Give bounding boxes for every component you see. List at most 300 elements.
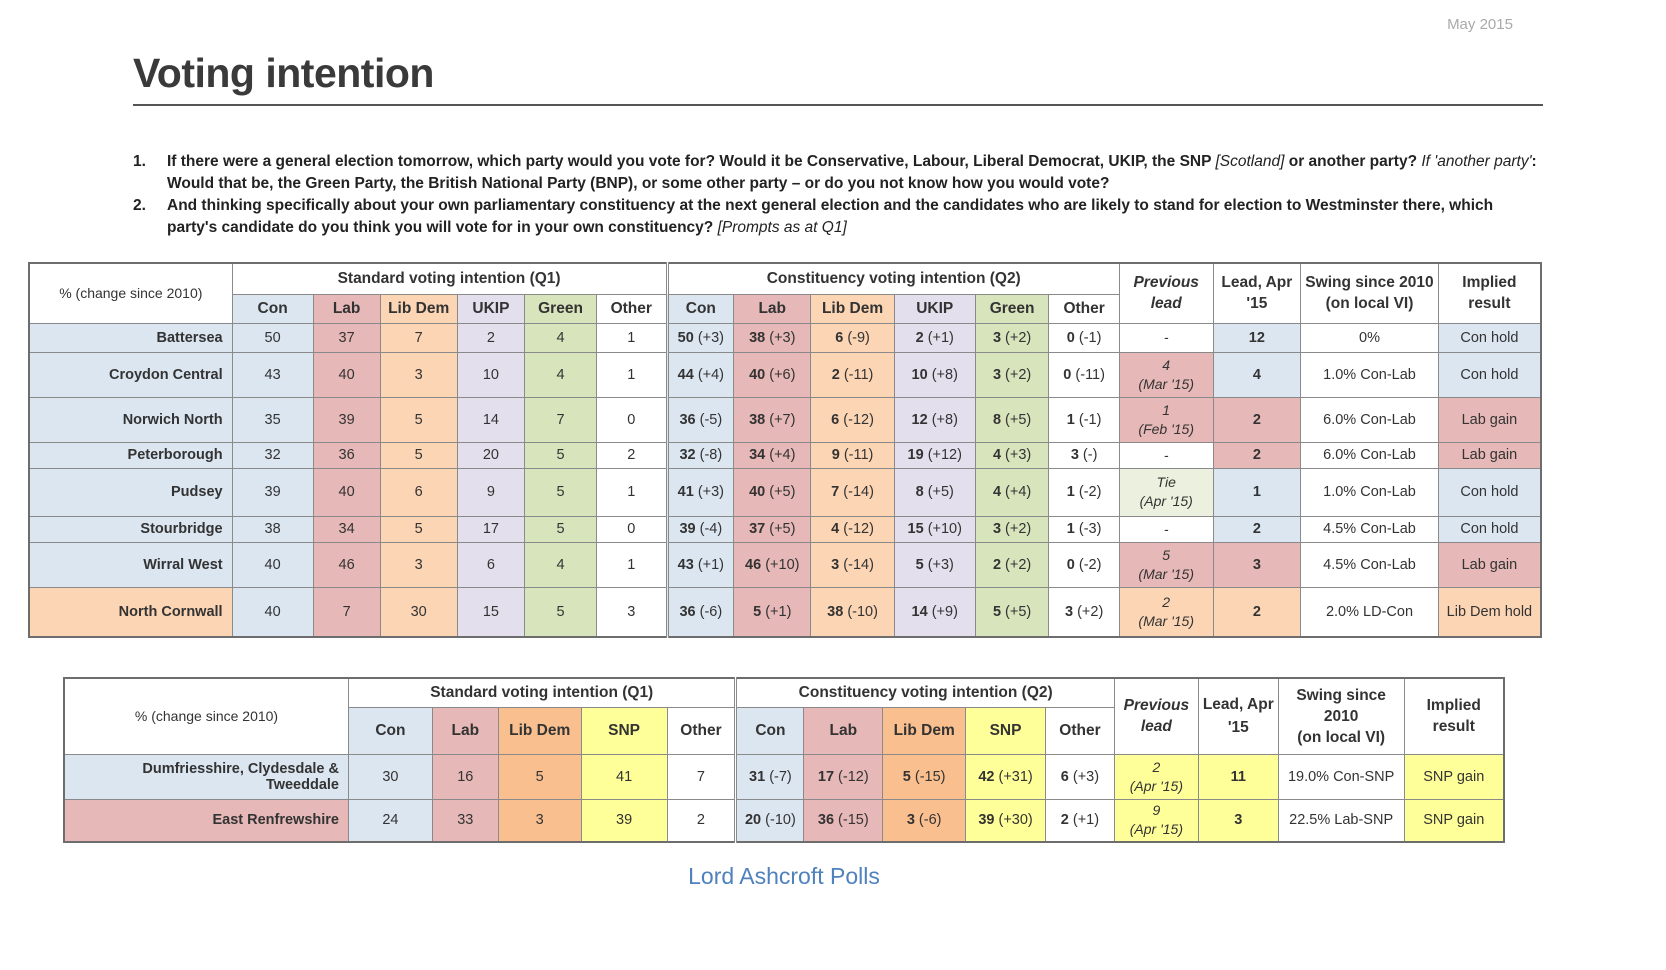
q1-cell: 16 bbox=[432, 754, 498, 799]
q2-value: 1 bbox=[1066, 484, 1075, 500]
q2-change: (+10) bbox=[927, 521, 962, 537]
lead-cell: 11 bbox=[1198, 754, 1278, 799]
lead-cell: 4 bbox=[1213, 352, 1301, 397]
q2-change: (+2) bbox=[1077, 603, 1104, 620]
q1-cell: 2 bbox=[667, 799, 736, 842]
q2-change: (-1) bbox=[1078, 411, 1102, 428]
q2-cell bbox=[894, 587, 975, 637]
q2-change: (+3) bbox=[697, 329, 725, 346]
q2-change: (-5) bbox=[699, 411, 723, 428]
q1-cell: 2 bbox=[596, 442, 667, 468]
q2-cell bbox=[894, 468, 975, 516]
q1-cell: 1 bbox=[596, 542, 667, 587]
q1-cell: 3 bbox=[596, 587, 667, 637]
q2-value: 5 bbox=[992, 603, 1002, 620]
q1-cell: 39 bbox=[232, 468, 313, 516]
previous-lead-value: - bbox=[1163, 329, 1169, 345]
col-header-libdem: Lib Dem bbox=[811, 294, 894, 323]
implied-result-cell: Lab gain bbox=[1438, 397, 1541, 442]
q2-change: (-9) bbox=[847, 329, 870, 346]
constituency-name: Stourbridge bbox=[29, 516, 232, 542]
footer-brand: Lord Ashcroft Polls bbox=[688, 863, 880, 889]
implied-result-cell: Con hold bbox=[1438, 323, 1541, 352]
swing-cell: 4.5% Con-Lab bbox=[1301, 542, 1439, 587]
q2-change: (+3) bbox=[1072, 768, 1100, 785]
q2-cell bbox=[734, 542, 811, 587]
q1-cell: 15 bbox=[457, 587, 524, 637]
swing-header bbox=[1278, 678, 1404, 754]
q2-cell bbox=[1049, 323, 1120, 352]
q2-change: (-7) bbox=[769, 768, 792, 785]
q2-change: (-15) bbox=[914, 768, 946, 785]
q2-cell bbox=[667, 442, 734, 468]
col-header-lab: Lab bbox=[432, 707, 498, 754]
col-header-lab: Lab bbox=[734, 294, 811, 323]
q2-cell bbox=[804, 799, 883, 842]
q1-cell: 14 bbox=[457, 397, 524, 442]
q2-cell bbox=[975, 323, 1049, 352]
q2-change: (+8) bbox=[931, 411, 958, 428]
previous-lead-value: 2 bbox=[1152, 758, 1161, 775]
q2-value: 5 bbox=[902, 768, 911, 785]
q2-cell bbox=[975, 468, 1049, 516]
q2-cell bbox=[894, 516, 975, 542]
q2-value: 37 bbox=[749, 521, 766, 537]
col-header-con: Con bbox=[232, 294, 313, 323]
group-header-row bbox=[64, 678, 1504, 707]
england-polls-table bbox=[28, 262, 1542, 638]
q2-cell bbox=[734, 516, 811, 542]
q2-change: (+1) bbox=[765, 603, 792, 620]
constituency-name: Wirral West bbox=[29, 542, 232, 587]
q2-value: 39 bbox=[679, 521, 696, 537]
q2-value: 2 bbox=[992, 556, 1002, 573]
q2-cell bbox=[667, 516, 734, 542]
previous-lead-cell bbox=[1119, 397, 1213, 442]
col-header-libdem: Lib Dem bbox=[380, 294, 457, 323]
scotland-polls-body bbox=[64, 754, 1504, 842]
question-text: or another party? bbox=[1284, 153, 1422, 170]
swing-cell: 0% bbox=[1301, 323, 1439, 352]
q2-cell bbox=[975, 587, 1049, 637]
col-header-snp: SNP bbox=[581, 707, 667, 754]
q1-cell: 40 bbox=[232, 542, 313, 587]
q2-cell bbox=[811, 352, 894, 397]
q2-value: 2 bbox=[1060, 812, 1069, 829]
q2-change: (-6) bbox=[699, 603, 723, 620]
q1-cell: 34 bbox=[313, 516, 380, 542]
q1-cell: 4 bbox=[525, 542, 597, 587]
q1-cell: 6 bbox=[457, 542, 524, 587]
q2-change: (+2) bbox=[1005, 556, 1032, 573]
q2-cell bbox=[734, 323, 811, 352]
q2-value: 36 bbox=[679, 411, 696, 428]
q1-cell: 3 bbox=[380, 542, 457, 587]
group-header-q1: Standard voting intention (Q1) bbox=[349, 678, 736, 707]
q2-value: 38 bbox=[749, 329, 766, 346]
question-1 bbox=[133, 151, 1543, 195]
q2-cell bbox=[966, 799, 1046, 842]
col-header-snp: SNP bbox=[966, 707, 1046, 754]
q1-cell: 30 bbox=[349, 754, 433, 799]
table-row bbox=[29, 397, 1541, 442]
constituency-name: Pudsey bbox=[29, 468, 232, 516]
q2-cell bbox=[894, 352, 975, 397]
q1-cell: 3 bbox=[380, 352, 457, 397]
col-header-other: Other bbox=[1045, 707, 1114, 754]
q2-value: 14 bbox=[911, 603, 928, 620]
q1-cell: 50 bbox=[232, 323, 313, 352]
previous-lead-cell bbox=[1119, 323, 1213, 352]
implied-result-cell: SNP gain bbox=[1404, 799, 1504, 842]
lead-cell: 2 bbox=[1213, 442, 1301, 468]
q2-value: 34 bbox=[749, 447, 766, 463]
q2-value: 6 bbox=[831, 411, 840, 428]
question-2 bbox=[133, 195, 1543, 239]
q2-value: 6 bbox=[1060, 768, 1069, 785]
q2-change: (-14) bbox=[843, 556, 874, 573]
lead-header: Lead, Apr '15 bbox=[1198, 678, 1278, 754]
q1-cell: 5 bbox=[380, 397, 457, 442]
table-row bbox=[29, 542, 1541, 587]
col-header-other: Other bbox=[667, 707, 736, 754]
q1-cell: 5 bbox=[498, 754, 581, 799]
q1-cell: 1 bbox=[596, 352, 667, 397]
implied-result-cell: Lab gain bbox=[1438, 442, 1541, 468]
q1-cell: 1 bbox=[596, 323, 667, 352]
q1-cell: 37 bbox=[313, 323, 380, 352]
q1-cell: 20 bbox=[457, 442, 524, 468]
q2-change: (+5) bbox=[1005, 411, 1032, 428]
q2-value: 12 bbox=[911, 411, 928, 428]
q2-cell bbox=[734, 468, 811, 516]
q2-value: 17 bbox=[817, 768, 835, 785]
q2-change: (-10) bbox=[765, 812, 796, 829]
q2-change: (+2) bbox=[1005, 366, 1032, 383]
table-row bbox=[29, 442, 1541, 468]
q2-value: 3 bbox=[1064, 603, 1074, 620]
q1-cell: 0 bbox=[596, 397, 667, 442]
col-header-lab: Lab bbox=[313, 294, 380, 323]
q1-cell: 33 bbox=[432, 799, 498, 842]
q2-change: (+30) bbox=[998, 812, 1033, 829]
q2-change: (+1) bbox=[927, 329, 954, 346]
constituency-name: East Renfrewshire bbox=[64, 799, 349, 842]
previous-lead-value: 1 bbox=[1162, 401, 1171, 418]
previous-lead-header: Previous lead bbox=[1114, 678, 1198, 754]
q2-value: 36 bbox=[679, 603, 696, 620]
q2-value: 4 bbox=[992, 447, 1002, 463]
q1-cell: 5 bbox=[380, 442, 457, 468]
q2-value: 4 bbox=[831, 521, 840, 537]
q1-cell: 39 bbox=[313, 397, 380, 442]
constituency-name: North Cornwall bbox=[29, 587, 232, 637]
swing-header-line: (on local VI) bbox=[1297, 728, 1386, 746]
q2-cell bbox=[811, 587, 894, 637]
q2-value: 42 bbox=[978, 768, 995, 785]
corner-label: % (change since 2010) bbox=[29, 263, 232, 323]
q2-cell bbox=[667, 397, 734, 442]
q2-change: (-10) bbox=[847, 603, 878, 620]
question-prompt: [Scotland] bbox=[1215, 153, 1285, 170]
question-list bbox=[133, 151, 1543, 239]
q2-value: 20 bbox=[744, 812, 762, 829]
q1-cell: 46 bbox=[313, 542, 380, 587]
previous-lead-value: 2 bbox=[1162, 593, 1171, 610]
group-header-q1: Standard voting intention (Q1) bbox=[232, 263, 667, 294]
q1-cell: 40 bbox=[232, 587, 313, 637]
question-prompt: [Prompts as at Q1] bbox=[717, 219, 847, 236]
q2-value: 8 bbox=[915, 484, 924, 500]
q1-cell: 6 bbox=[380, 468, 457, 516]
q2-value: 38 bbox=[749, 411, 766, 428]
table-row bbox=[64, 799, 1504, 842]
implied-result-header: Implied result bbox=[1438, 263, 1541, 323]
lead-cell: 2 bbox=[1213, 516, 1301, 542]
q2-change: (-1) bbox=[1078, 329, 1102, 346]
previous-lead-date: (Mar '15) bbox=[1138, 565, 1194, 582]
constituency-name: Peterborough bbox=[29, 442, 232, 468]
lead-cell: 2 bbox=[1213, 587, 1301, 637]
q2-cell bbox=[667, 323, 734, 352]
implied-result-cell: Lib Dem hold bbox=[1438, 587, 1541, 637]
q2-change: (+5) bbox=[769, 521, 796, 537]
q2-cell bbox=[1049, 468, 1120, 516]
q2-change: (+7) bbox=[769, 411, 796, 428]
q2-value: 7 bbox=[831, 484, 840, 500]
swing-cell: 6.0% Con-Lab bbox=[1301, 442, 1439, 468]
q1-cell: 43 bbox=[232, 352, 313, 397]
q1-cell: 32 bbox=[232, 442, 313, 468]
q2-value: 3 bbox=[831, 556, 840, 573]
scotland-polls-table bbox=[63, 677, 1505, 843]
group-header-q2: Constituency voting intention (Q2) bbox=[667, 263, 1119, 294]
q1-cell: 5 bbox=[380, 516, 457, 542]
q2-cell bbox=[894, 542, 975, 587]
previous-lead-value: 9 bbox=[1152, 802, 1161, 819]
q2-value: 46 bbox=[745, 556, 762, 573]
q2-value: 0 bbox=[1063, 366, 1072, 383]
q2-value: 31 bbox=[749, 768, 766, 785]
col-header-libdem: Lib Dem bbox=[883, 707, 966, 754]
q2-cell bbox=[1045, 799, 1114, 842]
implied-result-cell: SNP gain bbox=[1404, 754, 1504, 799]
q2-value: 44 bbox=[677, 366, 694, 383]
col-header-con: Con bbox=[349, 707, 433, 754]
q2-cell bbox=[975, 442, 1049, 468]
q2-change: (-8) bbox=[699, 447, 723, 463]
q1-cell: 10 bbox=[457, 352, 524, 397]
q2-value: 40 bbox=[749, 484, 766, 500]
q2-cell bbox=[894, 323, 975, 352]
q2-cell bbox=[736, 754, 804, 799]
previous-lead-value: Tie bbox=[1156, 474, 1176, 490]
col-header-lab: Lab bbox=[804, 707, 883, 754]
previous-lead-value: 5 bbox=[1162, 546, 1171, 563]
q1-cell: 7 bbox=[380, 323, 457, 352]
question-text: : Would that be, the Green Party, the British National Party (BNP), or some other party – or do you not know how you would vote? bbox=[167, 153, 1537, 192]
lead-cell: 12 bbox=[1213, 323, 1301, 352]
q2-value: 32 bbox=[679, 447, 696, 463]
q2-cell bbox=[883, 799, 966, 842]
q2-change: (-14) bbox=[843, 484, 874, 500]
q2-value: 3 bbox=[1070, 447, 1079, 463]
q2-value: 4 bbox=[992, 484, 1002, 500]
lead-cell: 3 bbox=[1198, 799, 1278, 842]
swing-cell: 1.0% Con-Lab bbox=[1301, 468, 1439, 516]
q2-value: 41 bbox=[677, 484, 694, 500]
q2-value: 6 bbox=[835, 329, 844, 346]
q2-value: 0 bbox=[1066, 329, 1075, 346]
previous-lead-cell bbox=[1114, 799, 1198, 842]
previous-lead-cell bbox=[1119, 587, 1213, 637]
q1-cell: 5 bbox=[525, 587, 597, 637]
previous-lead-value: - bbox=[1163, 520, 1169, 537]
table-row bbox=[64, 754, 1504, 799]
question-prompt: If 'another party' bbox=[1421, 153, 1532, 170]
table-row bbox=[29, 587, 1541, 637]
q1-cell: 36 bbox=[313, 442, 380, 468]
q2-cell bbox=[1049, 587, 1120, 637]
q2-cell bbox=[734, 442, 811, 468]
swing-header-line: Swing since 2010 bbox=[1296, 686, 1386, 725]
q2-value: 8 bbox=[992, 411, 1002, 428]
table-row bbox=[29, 468, 1541, 516]
q2-value: 1 bbox=[1066, 521, 1075, 537]
q2-change: (+3) bbox=[927, 556, 954, 573]
col-header-green: Green bbox=[975, 294, 1049, 323]
q2-cell bbox=[975, 516, 1049, 542]
q2-value: 10 bbox=[911, 366, 928, 383]
q2-change: (-12) bbox=[843, 411, 874, 428]
col-header-con: Con bbox=[736, 707, 804, 754]
q2-value: 0 bbox=[1066, 556, 1075, 573]
q2-cell bbox=[1049, 397, 1120, 442]
previous-lead-date: (Mar '15) bbox=[1138, 375, 1194, 392]
swing-cell: 1.0% Con-Lab bbox=[1301, 352, 1439, 397]
col-header-ukip: UKIP bbox=[894, 294, 975, 323]
q2-change: (-2) bbox=[1078, 556, 1102, 573]
q1-cell: 41 bbox=[581, 754, 667, 799]
implied-result-cell: Con hold bbox=[1438, 516, 1541, 542]
q1-cell: 4 bbox=[525, 352, 597, 397]
q2-value: 5 bbox=[753, 603, 762, 620]
q2-change: (-11) bbox=[843, 447, 874, 463]
q2-cell bbox=[667, 542, 734, 587]
q2-change: (+3) bbox=[1005, 447, 1032, 463]
previous-lead-cell bbox=[1119, 542, 1213, 587]
q2-change: (-3) bbox=[1078, 521, 1102, 537]
q2-change: (-15) bbox=[838, 812, 869, 829]
swing-cell: 4.5% Con-Lab bbox=[1301, 516, 1439, 542]
q2-cell bbox=[734, 587, 811, 637]
q2-cell bbox=[966, 754, 1046, 799]
q1-cell: 0 bbox=[596, 516, 667, 542]
q1-cell: 3 bbox=[498, 799, 581, 842]
previous-lead-date: (Feb '15) bbox=[1138, 420, 1194, 437]
q2-cell bbox=[734, 352, 811, 397]
previous-lead-date: (Apr '15) bbox=[1129, 777, 1183, 794]
q2-cell bbox=[667, 352, 734, 397]
q2-change: (+1) bbox=[1072, 812, 1100, 829]
previous-lead-date: (Apr '15) bbox=[1129, 821, 1183, 838]
previous-lead-date: (Apr '15) bbox=[1139, 493, 1193, 509]
previous-lead-cell bbox=[1119, 516, 1213, 542]
lead-cell: 3 bbox=[1213, 542, 1301, 587]
q2-value: 38 bbox=[827, 603, 844, 620]
q2-cell bbox=[811, 468, 894, 516]
q2-value: 1 bbox=[1066, 411, 1075, 428]
col-header-con: Con bbox=[667, 294, 734, 323]
swing-cell: 19.0% Con-SNP bbox=[1278, 754, 1404, 799]
q2-value: 3 bbox=[992, 521, 1002, 537]
q2-value: 19 bbox=[907, 447, 924, 463]
report-date: May 2015 bbox=[1447, 16, 1513, 33]
q2-change: (+4) bbox=[1005, 484, 1032, 500]
q2-change: (+1) bbox=[697, 556, 725, 573]
q2-value: 36 bbox=[817, 812, 835, 829]
lead-cell: 2 bbox=[1213, 397, 1301, 442]
q2-cell bbox=[667, 587, 734, 637]
q2-cell bbox=[736, 799, 804, 842]
q1-cell: 5 bbox=[525, 468, 597, 516]
q2-change: (-12) bbox=[843, 521, 874, 537]
q2-cell bbox=[1045, 754, 1114, 799]
q2-cell bbox=[975, 397, 1049, 442]
title-divider bbox=[133, 104, 1543, 106]
previous-lead-header: Previous lead bbox=[1119, 263, 1213, 323]
q2-change: (+3) bbox=[697, 484, 725, 500]
q2-change: (-) bbox=[1082, 447, 1098, 463]
q1-cell: 2 bbox=[457, 323, 524, 352]
q2-change: (-6) bbox=[918, 812, 942, 829]
q2-change: (+12) bbox=[927, 447, 962, 463]
question-text: If there were a general election tomorrow, which party would you vote for? Would it be Conservative, Labour, Liberal Democrat, UKIP, the SNP bbox=[167, 153, 1216, 170]
q1-cell: 7 bbox=[313, 587, 380, 637]
implied-result-cell: Con hold bbox=[1438, 468, 1541, 516]
q2-cell bbox=[811, 442, 894, 468]
q2-value: 3 bbox=[992, 366, 1002, 383]
q2-change: (+2) bbox=[1005, 329, 1032, 346]
q1-cell: 39 bbox=[581, 799, 667, 842]
q2-change: (-11) bbox=[1075, 366, 1105, 383]
q2-cell bbox=[734, 397, 811, 442]
page-title: Voting intention bbox=[133, 50, 434, 96]
implied-result-header: Implied result bbox=[1404, 678, 1504, 754]
q1-cell: 1 bbox=[596, 468, 667, 516]
q1-cell: 9 bbox=[457, 468, 524, 516]
q1-cell: 5 bbox=[525, 442, 597, 468]
q2-value: 39 bbox=[978, 812, 995, 829]
constituency-name: Croydon Central bbox=[29, 352, 232, 397]
q2-change: (+5) bbox=[927, 484, 954, 500]
q1-cell: 35 bbox=[232, 397, 313, 442]
question-number: 1. bbox=[133, 153, 146, 170]
q2-value: 43 bbox=[677, 556, 694, 573]
q2-change: (+10) bbox=[765, 556, 800, 573]
col-header-green: Green bbox=[525, 294, 597, 323]
q2-change: (-4) bbox=[699, 521, 723, 537]
q1-cell: 4 bbox=[525, 323, 597, 352]
q2-cell bbox=[1049, 442, 1120, 468]
previous-lead-cell bbox=[1114, 754, 1198, 799]
table-row bbox=[29, 516, 1541, 542]
q2-cell bbox=[804, 754, 883, 799]
q2-value: 50 bbox=[677, 329, 694, 346]
q2-change: (+2) bbox=[1005, 521, 1032, 537]
col-header-libdem: Lib Dem bbox=[498, 707, 581, 754]
question-number: 2. bbox=[133, 197, 146, 214]
